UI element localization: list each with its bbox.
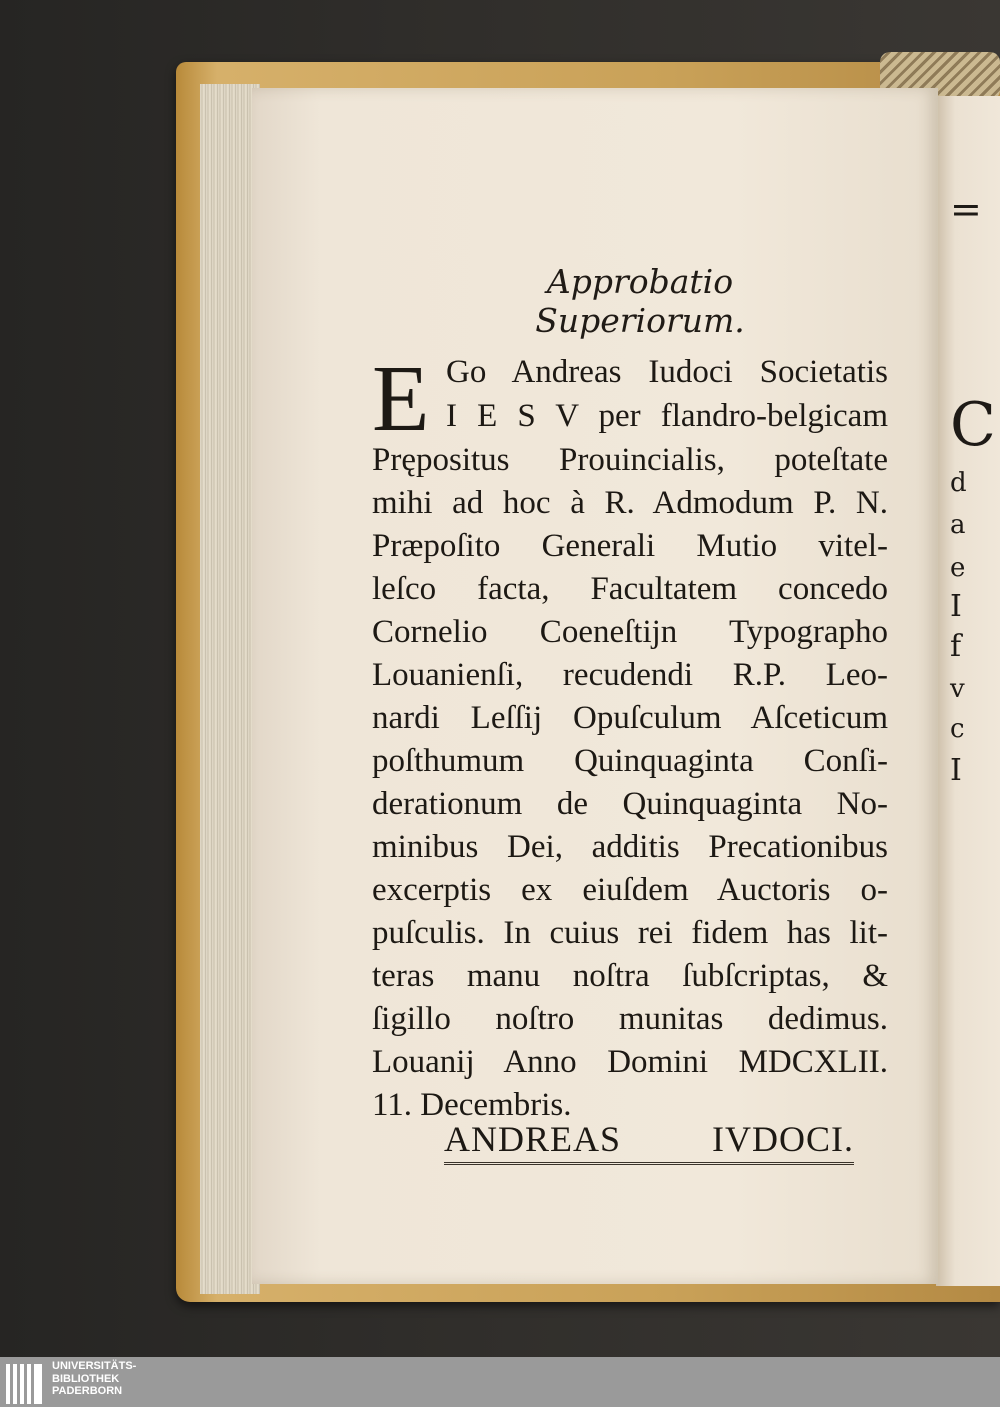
facing-page-letter: a	[950, 510, 966, 540]
library-logo-text	[52, 1360, 192, 1398]
text-line: Louanij Anno Domini MDCXLII.	[372, 1044, 888, 1080]
facing-page-letter: I	[950, 589, 962, 624]
facing-page-letter: c	[950, 714, 965, 744]
text-line: excerptis ex eiuſdem Auctoris o-	[372, 872, 888, 908]
text-line: Louanienſi, recudendi R.P. Leo-	[372, 657, 888, 693]
text-line: leſco facta, Facultatem concedo	[372, 571, 888, 607]
logo-line-1: UNIVERSITÄTS-	[52, 1360, 137, 1372]
library-logo-icon	[6, 1360, 46, 1404]
facing-page-letter: d	[950, 468, 967, 498]
text-line: Go Andreas Iudoci Societatis	[446, 354, 888, 390]
facing-page-letter: f	[950, 629, 962, 664]
page-edges	[200, 84, 260, 1294]
text-line: minibus Dei, additis Precationibus	[372, 829, 888, 865]
logo-line-3: PADERBORN	[52, 1385, 123, 1397]
facing-page-letter: v	[950, 674, 965, 704]
page-heading: Approbatio Superiorum.	[535, 262, 745, 340]
text-line: mihi ad hoc à R. Admodum P. N.	[372, 485, 888, 521]
text-line: puſculis. In cuius rei fidem has lit-	[372, 915, 888, 951]
drop-cap: E	[372, 347, 430, 451]
text-line: Cornelio Coeneſtijn Typographo	[372, 614, 888, 650]
facing-page-letter: =	[950, 187, 982, 231]
facing-page-letter: C	[950, 390, 996, 460]
text-line: I E S V per flandro-belgicam	[446, 398, 888, 434]
text-line: nardi Leſſij Opuſculum Aſceticum	[372, 700, 888, 736]
facing-page	[936, 96, 1000, 1286]
facing-page-letter: e	[950, 553, 966, 583]
text-line: 11. Decembris.	[372, 1087, 572, 1123]
text-line: ſigillo noſtro munitas dedimus.	[372, 1001, 888, 1037]
text-line: Præpoſito Generali Mutio vitel-	[372, 528, 888, 564]
signature: ANDREAS IVDOCI.	[444, 1118, 854, 1165]
text-line: Prępositus Prouincialis, poteſtate	[372, 442, 888, 478]
logo-line-2: BIBLIOTHEK	[52, 1372, 120, 1385]
text-line: poſthumum Quinquaginta Conſi-	[372, 743, 888, 779]
text-line: teras manu noſtra ſubſcriptas, &	[372, 958, 888, 994]
text-line: derationum de Quinquaginta No-	[372, 786, 888, 822]
facing-page-letter: I	[950, 753, 962, 788]
